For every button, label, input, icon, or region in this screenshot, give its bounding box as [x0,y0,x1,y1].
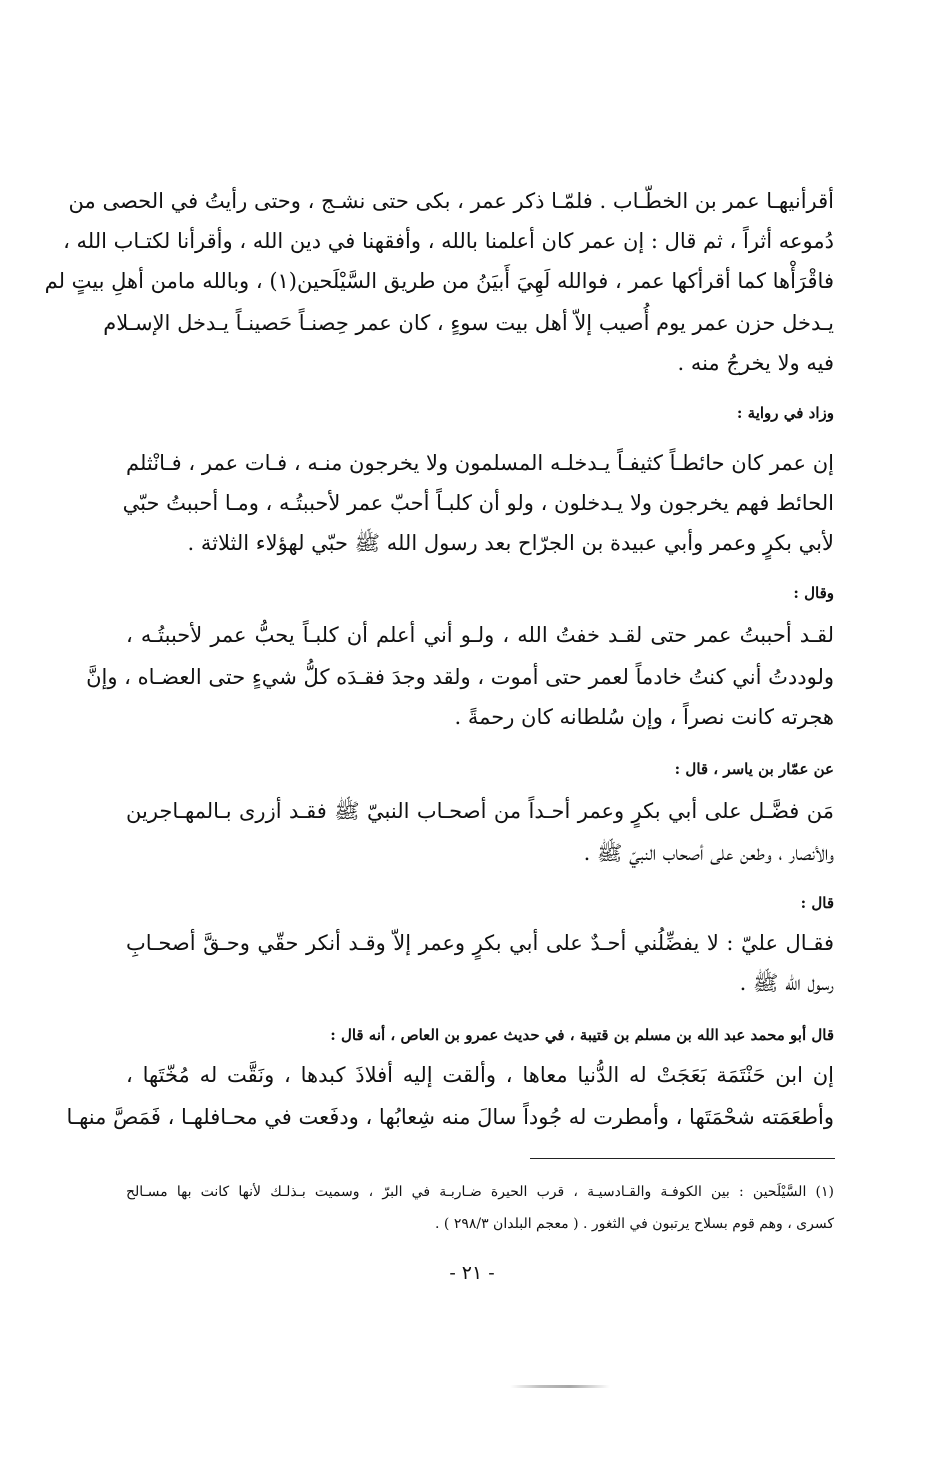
body-line: رسول الله ﷺ . [739,971,834,995]
body-line: إن عمر كان حائطـاً كثيفـاً يـدخلـه المسلمون ولا يخرجون منـه ، فـات عمر ، فـانْثلم [126,451,834,475]
section-heading: عن عمّار بن ياسر ، قال : [674,760,834,778]
body-line: هجرته كانت نصراً ، وإن سُلطانه كان رحمةً . [454,705,834,729]
page-number: - ٢١ - [449,1262,495,1284]
body-line: فاقْرَأْها كما أقرأكها عمر ، فوالله لَهِيَ أَبيَنُ من طريق السَّيْلَحين(١) ، وبالله مامن أهلِ بيتٍ لم [44,269,834,293]
body-line: لأبي بكرٍ وعمر وأبي عبيدة بن الجرّاح بعد رسول الله ﷺ حبّي لهؤلاء الثلاثة . [187,531,834,555]
footnote-line: (١) السَّيْلَحين : بين الكوفـة والقـادسيـة ، قرب الحيرة ضـاربـة في البرّ ، وسميت بـذلـك لأنها كانت بها مسـالح [126,1184,834,1200]
body-line: فيه ولا يخرجُ منه . [677,351,834,375]
body-line: لقـد أحببتُ عمر حتى لقـد خفتُ الله ، ولـو أني أعلم أن كلبـاً يحبُّ عمر لأحببتُـه ، [126,623,834,647]
section-heading: وقال : [793,584,834,602]
body-line: دُموعه أثراً ، ثم قال : إن عمر كان أعلمنا بالله ، وأفقهنا في دين الله ، وأقرأنا لكتـاب الله ، [63,229,834,253]
body-line: أقرأنيهـا عمر بن الخطّـاب . فلمّـا ذكر عمر ، بكى حتى نشـج ، وحتى رأيتُ في الحصى من [68,189,834,213]
section-heading: قال : [800,894,834,912]
footnote-line: كسرى ، وهم قوم بسلاح يرتبون في الثغور . ( معجم البلدان ٢٩٨/٣ ) . [435,1216,834,1232]
scan-smudge [510,1385,610,1388]
footnote-divider [530,1158,835,1159]
section-heading: وزاد في رواية : [736,404,834,422]
body-line: وأطعَمَته شحْمَتَها ، وأمطرت له جُوداً سالَ منه شِعابُها ، ودفَعت في محـافلهـا ، فَمَصَّ منهـا [66,1105,834,1129]
body-line: ولوددتُ أني كنتُ خادماً لعمر حتى أموت ، ولقد وجدَ فقـدَه كلُّ شيءٍ حتى العضـاه ، وإنَّ [86,665,834,689]
body-line: فقـال عليّ : لا يفضِّلُني أحـدٌ على أبي بكرٍ وعمر إلاّ وقـد أنكر حقّي وحـقَّ أصحـابِ [126,931,834,955]
body-line: الحائط فهم يخرجون ولا يـدخلون ، ولو أن كلبـاً أحبّ عمر لأحببتُـه ، ومـا أحببتُ حبّي [122,491,834,515]
body-line: مَن فضَّـل على أبي بكرٍ وعمر أحـداً من أصحـاب النبيّ ﷺ فقـد أزرى بـالمهـاجرين [126,799,834,823]
body-line: إن ابن حَنْتَمَة بَعَجَتْ له الدُّنيا معاها ، وألقت إليه أفلاذَ كبدها ، ونَقَّت له مُخّتَها ، [126,1063,834,1087]
section-heading: قال أبو محمد عبد الله بن مسلم بن قتيبة ، في حديث عمرو بن العاص ، أنه قال : [330,1026,834,1044]
body-line: يـدخل حزن عمر يوم أُصيب إلاّ أهل بيت سوءٍ ، كان عمر حِصنـاً حَصينـاً يـدخل الإسـلام [103,311,834,335]
body-line: والأنصار ، وطعن على أصحاب النبيّ ﷺ . [583,841,834,865]
